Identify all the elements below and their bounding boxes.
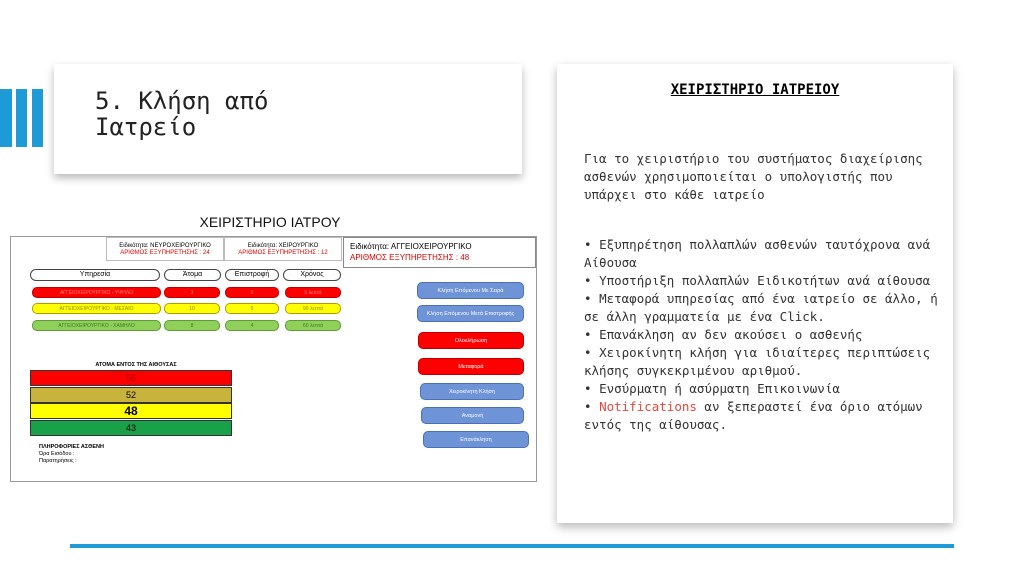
panel-heading: ΧΕΙΡΙΣΤΗΡΙΟ ΙΑΤΡΕΙΟΥ — [670, 82, 840, 98]
feature-item-rest: αν ξεπεραστεί ένα όριο ατόμων εντός της αίθουσας. — [584, 399, 923, 432]
gauge-level-current: 48 — [30, 403, 232, 419]
specialty-name: Ειδικότητα: ΝΕΥΡΟΧΕΙΡΟΥΡΓΙΚΟ — [119, 243, 211, 249]
feature-item: • Υποστήριξη πολλαπλών Ειδικοτήτων ανά αίθουσα — [584, 272, 946, 290]
call-next-after-return-button[interactable]: Κλήση Επόμενου Μετά Επιστροφής — [417, 305, 524, 322]
accent-bar — [16, 89, 27, 147]
complete-button[interactable]: Ολοκλήρωση — [418, 332, 524, 349]
screenshot-title: ΧΕΙΡΙΣΤΗΡΙΟ ΙΑΤΡΟΥ — [199, 214, 341, 230]
row-returns: 0 — [225, 287, 279, 298]
doctor-console-screenshot — [10, 236, 537, 482]
notifications-highlight: Notifications — [599, 399, 697, 414]
specialty-served: ΑΡΙΘΜΟΣ ΕΞΥΠΗΡΕΤΗΣΗΣ : 12 — [238, 250, 328, 256]
row-people: 3 — [164, 287, 220, 298]
accent-bar — [32, 89, 43, 147]
row-time: 5 λεπτά — [285, 287, 341, 298]
gauge-level: 43 — [30, 420, 232, 436]
description-card — [557, 64, 953, 523]
header-people: Άτομα — [164, 269, 221, 281]
bottom-accent-line — [70, 544, 954, 548]
row-service[interactable]: ΑΓΓΕΙΟΧΕΙΡΟΥΡΓΙΚΟ - ΜΕΣΑΙΟ — [32, 303, 161, 314]
specialty-served: ΑΡΙΘΜΟΣ ΕΞΥΠΗΡΕΤΗΣΗΣ : 24 — [120, 250, 210, 256]
row-returns: 5 — [225, 303, 279, 314]
header-returns: Επιστροφή — [225, 269, 279, 281]
feature-item: • Χειροκίνητη κλήση για ιδιαίτερες περιπτώσεις κλήσης συγκεκριμένου αριθμού. — [584, 344, 946, 380]
feature-item: • Μεταφορά υπηρεσίας από ένα ιατρείο σε άλλο, ή σε άλλη γραμματεία με ένα Click. — [584, 290, 946, 326]
manual-call-button[interactable]: Χειροκίνητη Κλήση — [420, 383, 524, 400]
title-card — [54, 64, 522, 174]
feature-item: • Εξυπηρέτηση πολλαπλών ασθενών ταυτόχρονα ανά Αίθουσα — [584, 236, 946, 272]
gauge-level: 52 — [30, 387, 232, 403]
patient-notes: Παρατηρήσεις : — [39, 458, 77, 464]
main-specialty-name: Ειδικότητα: ΑΓΓΕΙΟΧΕΙΡΟΥΡΓΙΚΟ — [350, 242, 472, 251]
row-people: 10 — [164, 303, 220, 314]
patient-entry-time: Ώρα Εισόδου : — [39, 451, 75, 457]
specialty-box — [224, 237, 342, 261]
feature-item: • Επανάκληση αν δεν ακούσει ο ασθενής — [584, 326, 946, 344]
feature-item — [584, 398, 946, 434]
row-service[interactable]: ΑΓΓΕΙΟΧΕΙΡΟΥΡΓΙΚΟ - ΧΑΜΗΛΟ — [32, 320, 161, 331]
patient-info-title: ΠΛΗΡΟΦΟΡΙΕΣ ΑΣΘΕΝΗ — [39, 444, 105, 450]
specialty-name: Ειδικότητα: ΧΕΙΡΟΥΡΓΙΚΟ — [247, 243, 319, 249]
row-returns: 4 — [225, 320, 279, 331]
feature-item: • Ενσύρματη ή ασύρματη Επικοινωνία — [584, 380, 946, 398]
specialty-box — [106, 237, 224, 261]
wait-button[interactable]: Αναμονή — [421, 407, 524, 424]
patient-info — [39, 444, 104, 465]
call-next-button[interactable]: Κλήση Επόμενου Με Σειρά — [417, 282, 524, 299]
main-specialty-box — [343, 237, 536, 268]
panel-intro: Για το χειριστήριο του συστήματος διαχείρισης ασθενών χρησιμοποιείται ο υπολογιστής που υπάρχει στο κάθε ιατρείο — [584, 151, 923, 202]
header-service: Υπηρεσία — [30, 269, 160, 281]
row-people: 8 — [164, 320, 220, 331]
row-time: 60 λεπτά — [285, 320, 341, 331]
main-specialty-served: ΑΡΙΘΜΟΣ ΕΞΥΠΗΡΕΤΗΣΗΣ : 48 — [350, 253, 470, 262]
row-service[interactable]: ΑΓΓΕΙΟΧΕΙΡΟΥΡΓΙΚΟ - ΥΨΗΛΟ — [32, 287, 161, 298]
recall-button[interactable]: Επανάκληση — [423, 431, 529, 448]
accent-bar — [0, 89, 12, 147]
transfer-button[interactable]: Μεταφορά — [418, 358, 524, 375]
header-time: Χρόνος — [283, 269, 341, 281]
gauge-level: 56 — [30, 370, 232, 386]
row-time: 90 λεπτά — [285, 303, 341, 314]
slide-title: 5. Κλήση από Ιατρείο — [95, 87, 269, 141]
gauge-title: ΑΤΟΜΑ ΕΝΤΟΣ ΤΗΣ ΑΙΘΟΥΣΑΣ — [95, 362, 177, 368]
feature-list — [584, 236, 946, 434]
